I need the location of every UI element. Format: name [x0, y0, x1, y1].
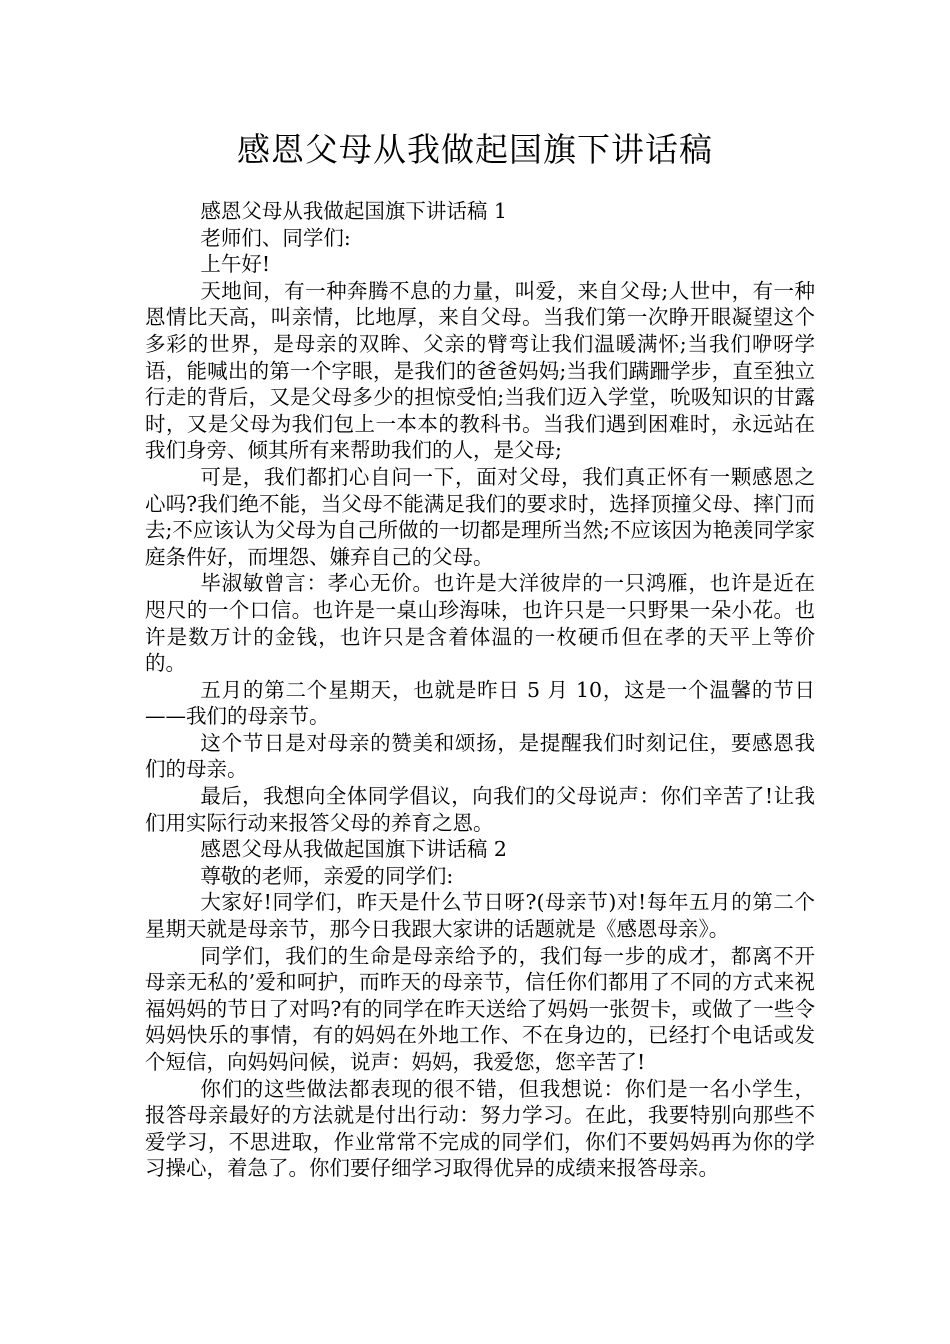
salutation: 尊敬的老师，亲爱的同学们:: [200, 863, 454, 888]
section-heading-2: 感恩父母从我做起国旗下讲话稿 2: [200, 837, 507, 862]
body-paragraph: 大家好!同学们，昨天是什么节日呀?(母亲节)对!每年五月的第二个星期天就是母亲节，那今日我跟大家讲的话题就是《感恩母亲》。: [145, 890, 815, 942]
body-paragraph: 天地间，有一种奔腾不息的力量，叫爱，来自父母;人世中，有一种恩情比天高，叫亲情，比地厚，来自父母。当我们第一次睁开眼凝望这个多彩的世界，是母亲的双眸、父亲的臂弯让我们温暖满怀;当我们咿呀学语，能喊出的第一个字眼，是我们的爸爸妈妈;当我们蹒跚学步，直至独立行走的背后，又是父母多少的担惊受怕;当我们迈入学堂，吮吸知识的甘露时，又是父母为我们包上一本本的教科书。当我们遇到困难时，永远站在我们身旁、倾其所有来帮助我们的人，是父母;: [145, 278, 815, 463]
body-paragraph: 最后，我想向全体同学倡议，向我们的父母说声：你们辛苦了!让我们用实际行动来报答父母的养育之恩。: [145, 784, 815, 835]
salutation: 老师们、同学们:: [200, 225, 351, 250]
body-paragraph: 你们的这些做法都表现的很不错，但我想说：你们是一名小学生，报答母亲最好的方法就是付出行动：努力学习。在此，我要特别向那些不爱学习，不思进取，作业常常不完成的同学们，你们不要妈妈再为你的学习操心，着急了。你们要仔细学习取得优异的成绩来报答母亲。: [145, 1076, 815, 1181]
body-paragraph: 可是，我们都扪心自问一下，面对父母，我们真正怀有一颗感恩之心吗?我们绝不能，当父母不能满足我们的要求时，选择顶撞父母、摔门而去;不应该认为父母为自己所做的一切都是理所当然;不应该因为艳羡同学家庭条件好，而埋怨、嫌弃自己的父母。: [145, 464, 815, 569]
document-title: 感恩父母从我做起国旗下讲话稿: [237, 130, 713, 169]
body-paragraph: 毕淑敏曾言：孝心无价。也许是大洋彼岸的一只鸿雁，也许是近在咫尺的一个口信。也许是一桌山珍海味，也许只是一只野果一朵小花。也许是数万计的金钱，也许只是含着体温的一枚硬币但在孝的天平上等价的。: [145, 571, 815, 676]
body-paragraph: 这个节日是对母亲的赞美和颂扬，是提醒我们时刻记住，要感恩我们的母亲。: [145, 730, 815, 782]
greeting: 上午好!: [200, 252, 271, 277]
body-paragraph: 五月的第二个星期天，也就是昨日 5 月 10，这是一个温馨的节日——我们的母亲节。: [145, 677, 815, 729]
body-paragraph: 同学们，我们的生命是母亲给予的，我们每一步的成才，都离不开母亲无私的’爱和呵护，而昨天的母亲节，信任你们都用了不同的方式来祝福妈妈的节日了对吗?有的同学在昨天送给了妈妈一张贺卡，或做了一些令妈妈快乐的事情，有的妈妈在外地工作、不在身边的，已经打个电话或发个短信，向妈妈问候，说声：妈妈，我爱您，您辛苦了!: [145, 943, 815, 1074]
document-body: [145, 198, 815, 1182]
section-heading-1: 感恩父母从我做起国旗下讲话稿 1: [200, 199, 507, 223]
